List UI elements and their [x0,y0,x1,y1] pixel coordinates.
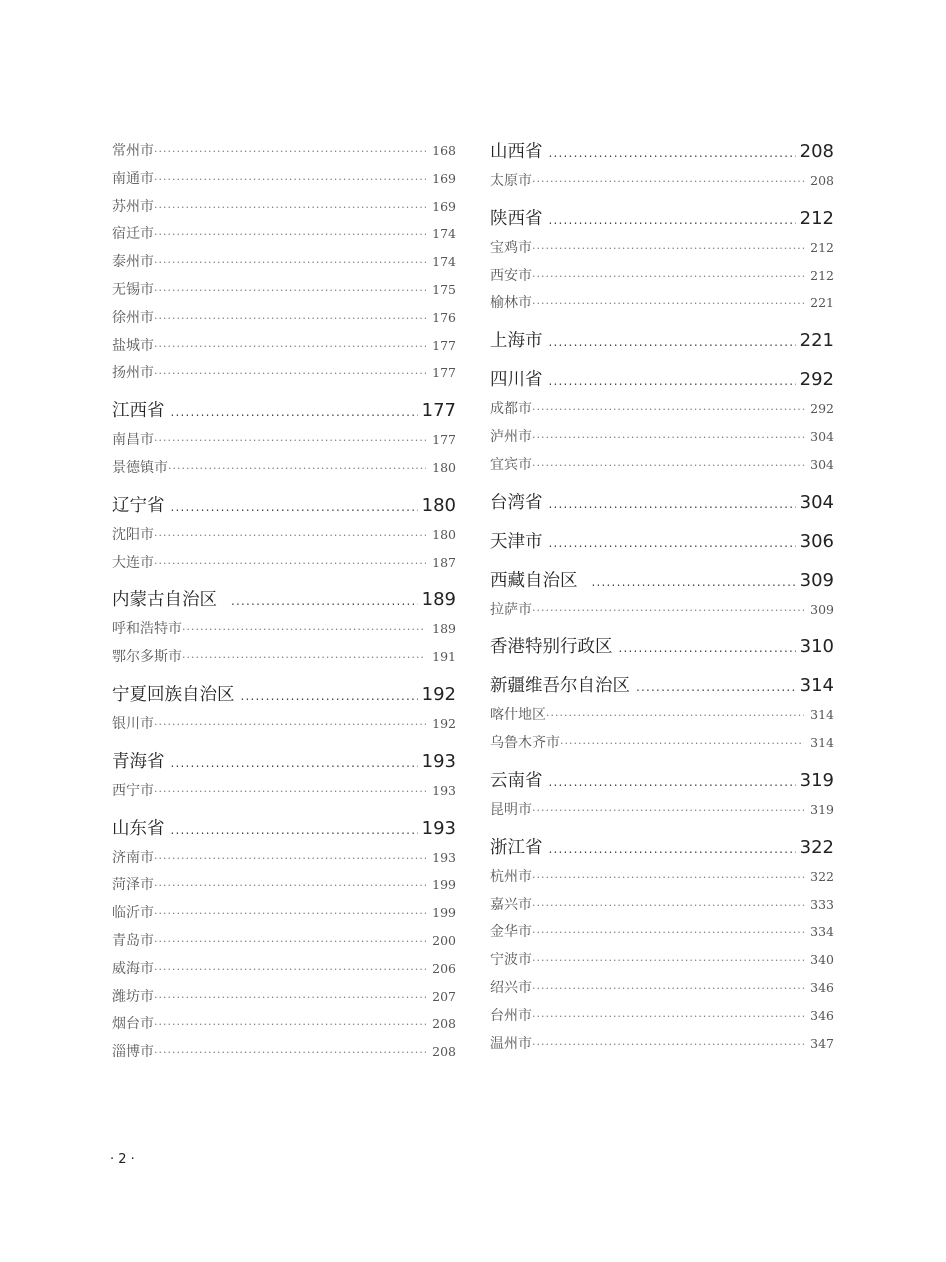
city-name: 鄂尔多斯市 [112,649,182,666]
province-name: 山东省 [112,818,165,839]
page-ref: 175 [432,281,456,297]
page-ref: 176 [432,309,456,325]
city-name: 济南市 [112,849,154,866]
toc-right-column [490,137,834,1057]
dot-leader [154,1011,426,1038]
toc-city-entry[interactable] [112,549,456,577]
toc-city-entry[interactable] [490,729,834,757]
page-ref: 314 [810,707,834,723]
toc-province-entry[interactable] [490,566,834,596]
page-ref: 180 [432,526,456,542]
page-ref: 169 [432,170,456,186]
province-name: 天津市 [490,531,543,552]
page-ref: 193 [432,782,456,798]
toc-city-entry[interactable] [112,615,456,643]
page-ref: 189 [421,589,456,611]
city-name: 温州市 [490,1035,532,1052]
dot-leader [154,427,426,454]
toc-city-entry[interactable] [490,234,834,262]
province-name: 青海省 [112,751,165,772]
page-ref: 174 [432,254,456,270]
toc-province-entry[interactable] [112,814,456,844]
toc-province-entry[interactable] [490,137,834,167]
dot-leader [154,872,426,899]
dot-leader [549,366,796,395]
city-name: 徐州市 [112,309,154,326]
page-ref: 169 [432,198,456,214]
dot-leader [154,956,426,983]
city-name: 榆林市 [490,295,532,312]
dot-leader [182,644,426,671]
city-name: 宜宾市 [490,456,532,473]
dot-leader [532,597,804,624]
toc-city-entry[interactable] [490,167,834,195]
toc-city-entry[interactable] [490,423,834,451]
city-name: 沈阳市 [112,526,154,543]
toc-city-entry[interactable] [112,426,456,454]
page-ref: 334 [810,924,834,940]
city-name: 盐城市 [112,337,154,354]
page-ref: 212 [810,267,834,283]
province-name: 香港特别行政区 [490,637,613,658]
city-name: 临沂市 [112,905,154,922]
page-ref: 310 [799,636,834,658]
page-ref: 304 [810,456,834,472]
dot-leader [171,397,418,426]
page-ref: 208 [810,173,834,188]
dot-leader [154,778,426,805]
dot-leader [154,333,426,360]
city-name: 淄博市 [112,1044,154,1061]
city-name: 青岛市 [112,932,154,949]
toc-city-entry[interactable] [490,395,834,423]
dot-leader [154,900,426,927]
dot-leader [154,221,426,248]
city-name: 银川市 [112,715,154,732]
toc-city-entry[interactable] [112,521,456,549]
city-name: 宁波市 [490,952,532,969]
dot-leader [532,919,804,946]
dot-leader [532,947,804,974]
city-name: 南通市 [112,170,154,187]
province-name: 西藏自治区 [490,570,578,591]
city-name: 无锡市 [112,281,154,298]
dot-leader [154,194,426,221]
dot-leader [532,263,804,290]
dot-leader [154,305,426,332]
toc-city-entry[interactable] [490,1002,834,1030]
dot-leader [171,748,418,777]
dot-leader [532,424,804,451]
toc-city-entry[interactable] [112,304,456,332]
page-ref: 347 [810,1035,834,1051]
dot-leader [636,672,796,701]
dot-leader [154,277,426,304]
page-ref: 193 [421,817,456,839]
city-name: 西宁市 [112,782,154,799]
dot-leader [532,290,804,317]
toc-city-entry[interactable] [490,451,834,479]
city-name: 大连市 [112,554,154,571]
page-ref: 221 [799,330,834,352]
city-name: 杭州市 [490,868,532,885]
toc-city-entry[interactable] [112,276,456,304]
toc-city-entry[interactable] [490,262,834,290]
toc-city-entry[interactable] [112,777,456,805]
toc-city-entry[interactable] [112,899,456,927]
city-name: 威海市 [112,960,154,977]
page-ref: 192 [421,683,456,705]
city-name: 宿迁市 [112,226,154,243]
city-name: 喀什地区 [490,707,546,724]
toc-city-entry[interactable] [112,983,456,1011]
toc-province-entry[interactable] [490,326,834,356]
dot-leader [154,360,426,387]
page-ref: 346 [810,1007,834,1023]
page-ref: 187 [432,554,456,570]
toc-city-entry[interactable] [490,974,834,1002]
page-ref: 292 [799,369,834,391]
page-ref: 200 [432,932,456,948]
dot-leader [532,864,804,891]
page-ref: 189 [432,621,456,637]
page-ref: 206 [432,960,456,976]
city-name: 菏泽市 [112,877,154,894]
dot-leader [154,522,426,549]
toc-city-entry[interactable] [112,1038,456,1066]
province-name: 辽宁省 [112,495,165,516]
dot-leader [154,1039,426,1066]
city-name: 绍兴市 [490,979,532,996]
city-name: 南昌市 [112,432,154,449]
toc-city-entry[interactable] [112,955,456,983]
page-ref: 314 [810,735,834,751]
toc-city-entry[interactable] [112,643,456,671]
dot-leader [182,616,426,643]
page-ref: 177 [432,337,456,353]
page-ref: 177 [432,365,456,381]
dot-leader [532,1031,804,1058]
toc-city-entry[interactable] [490,701,834,729]
province-name: 浙江省 [490,837,543,858]
city-name: 泸州市 [490,428,532,445]
page-ref: 208 [432,1016,456,1032]
dot-leader [592,567,796,596]
dot-leader [619,633,796,662]
city-name: 嘉兴市 [490,896,532,913]
toc-city-entry[interactable] [112,332,456,360]
toc-city-entry[interactable] [490,946,834,974]
page-ref: 319 [810,801,834,817]
page-ref: 208 [432,1044,456,1060]
toc-province-entry[interactable] [490,488,834,518]
page-ref: 191 [432,649,456,665]
page-ref: 306 [799,530,834,552]
toc-province-entry[interactable] [490,833,834,863]
page-ref: 309 [799,569,834,591]
toc-city-entry[interactable] [112,359,456,387]
dot-leader [549,138,796,167]
toc-city-entry[interactable] [112,927,456,955]
dot-leader [549,834,796,863]
toc-city-entry[interactable] [112,454,456,482]
dot-leader [549,767,796,796]
toc-city-entry[interactable] [112,710,456,738]
toc-city-entry[interactable] [112,165,456,193]
city-name: 烟台市 [112,1016,154,1033]
dot-leader [549,327,796,356]
city-name: 西安市 [490,267,532,284]
page-ref: 304 [799,491,834,513]
page-ref: 208 [799,141,834,162]
province-name: 台湾省 [490,492,543,513]
dot-leader [154,249,426,276]
page-ref: 207 [432,988,456,1004]
toc-city-entry[interactable] [112,137,456,165]
toc-province-entry[interactable] [490,766,834,796]
dot-leader [546,702,804,729]
dot-leader [171,815,418,844]
province-name: 山西省 [490,142,543,162]
page-ref: 192 [432,715,456,731]
page-ref: 333 [810,896,834,912]
page-ref: 322 [799,836,834,858]
province-name: 新疆维吾尔自治区 [490,676,630,697]
page-ref: 319 [799,769,834,791]
dot-leader [532,396,804,423]
page-ref: 212 [810,239,834,255]
dot-leader [231,586,418,615]
dot-leader [154,845,426,872]
city-name: 扬州市 [112,365,154,382]
toc-province-entry[interactable] [490,632,834,662]
dot-leader [168,455,426,482]
toc-province-entry[interactable] [490,204,834,234]
dot-leader [171,492,418,521]
toc-city-entry[interactable] [490,1030,834,1058]
dot-leader [154,711,426,738]
city-name: 台州市 [490,1007,532,1024]
city-name: 泰州市 [112,254,154,271]
page-ref: 212 [799,207,834,229]
toc-city-entry[interactable] [112,248,456,276]
province-name: 陕西省 [490,208,543,229]
toc-province-entry[interactable] [112,680,456,710]
dot-leader [154,928,426,955]
dot-leader [532,975,804,1002]
province-name: 江西省 [112,401,165,422]
city-name: 宝鸡市 [490,239,532,256]
toc-province-entry[interactable] [112,747,456,777]
dot-leader [532,168,804,195]
page-ref: 180 [421,494,456,516]
toc-city-entry[interactable] [112,871,456,899]
city-name: 常州市 [112,143,154,159]
page-number: · 2 · [110,1152,135,1167]
page-ref: 292 [810,401,834,417]
dot-leader [532,1003,804,1030]
province-name: 上海市 [490,331,543,352]
city-name: 潍坊市 [112,988,154,1005]
page-ref: 199 [432,877,456,893]
toc-city-entry[interactable] [490,863,834,891]
dot-leader [549,528,796,557]
page-ref: 168 [432,143,456,158]
toc-city-entry[interactable] [112,844,456,872]
page-ref: 177 [432,432,456,448]
dot-leader [154,984,426,1011]
dot-leader [532,892,804,919]
toc-city-entry[interactable] [112,1010,456,1038]
page-ref: 346 [810,979,834,995]
city-name: 昆明市 [490,801,532,818]
toc-left-column [112,137,456,1066]
page-ref: 177 [421,400,456,422]
city-name: 拉萨市 [490,601,532,618]
dot-leader [549,205,796,234]
dot-leader [532,452,804,479]
toc-province-entry[interactable] [490,527,834,557]
toc-province-entry[interactable] [112,491,456,521]
dot-leader [532,797,804,824]
page-ref: 314 [799,675,834,697]
dot-leader [154,550,426,577]
toc-city-entry[interactable] [490,891,834,919]
dot-leader [532,235,804,262]
toc-city-entry[interactable] [112,220,456,248]
city-name: 呼和浩特市 [112,621,182,638]
page-ref: 174 [432,226,456,242]
dot-leader [560,730,804,757]
city-name: 金华市 [490,924,532,941]
toc-city-entry[interactable] [490,289,834,317]
page-ref: 221 [810,295,834,311]
toc-city-entry[interactable] [490,918,834,946]
page-ref: 199 [432,905,456,921]
page-ref: 193 [432,849,456,865]
toc-province-entry[interactable] [490,365,834,395]
city-name: 苏州市 [112,198,154,215]
city-name: 景德镇市 [112,459,168,476]
page-ref: 322 [810,868,834,884]
dot-leader [241,681,418,710]
page-ref: 193 [421,750,456,772]
province-name: 云南省 [490,770,543,791]
city-name: 成都市 [490,401,532,418]
province-name: 内蒙古自治区 [112,590,217,611]
toc-province-entry[interactable] [112,585,456,615]
page-ref: 180 [432,459,456,475]
toc-city-entry[interactable] [490,796,834,824]
dot-leader [154,138,426,165]
toc-city-entry[interactable] [112,193,456,221]
city-name: 太原市 [490,173,532,189]
province-name: 宁夏回族自治区 [112,684,235,705]
city-name: 乌鲁木齐市 [490,735,560,752]
dot-leader [549,489,796,518]
toc-city-entry[interactable] [490,596,834,624]
page-ref: 340 [810,952,834,968]
province-name: 四川省 [490,370,543,391]
dot-leader [154,166,426,193]
toc-province-entry[interactable] [112,396,456,426]
page-ref: 309 [810,601,834,617]
toc-province-entry[interactable] [490,671,834,701]
page-ref: 304 [810,428,834,444]
